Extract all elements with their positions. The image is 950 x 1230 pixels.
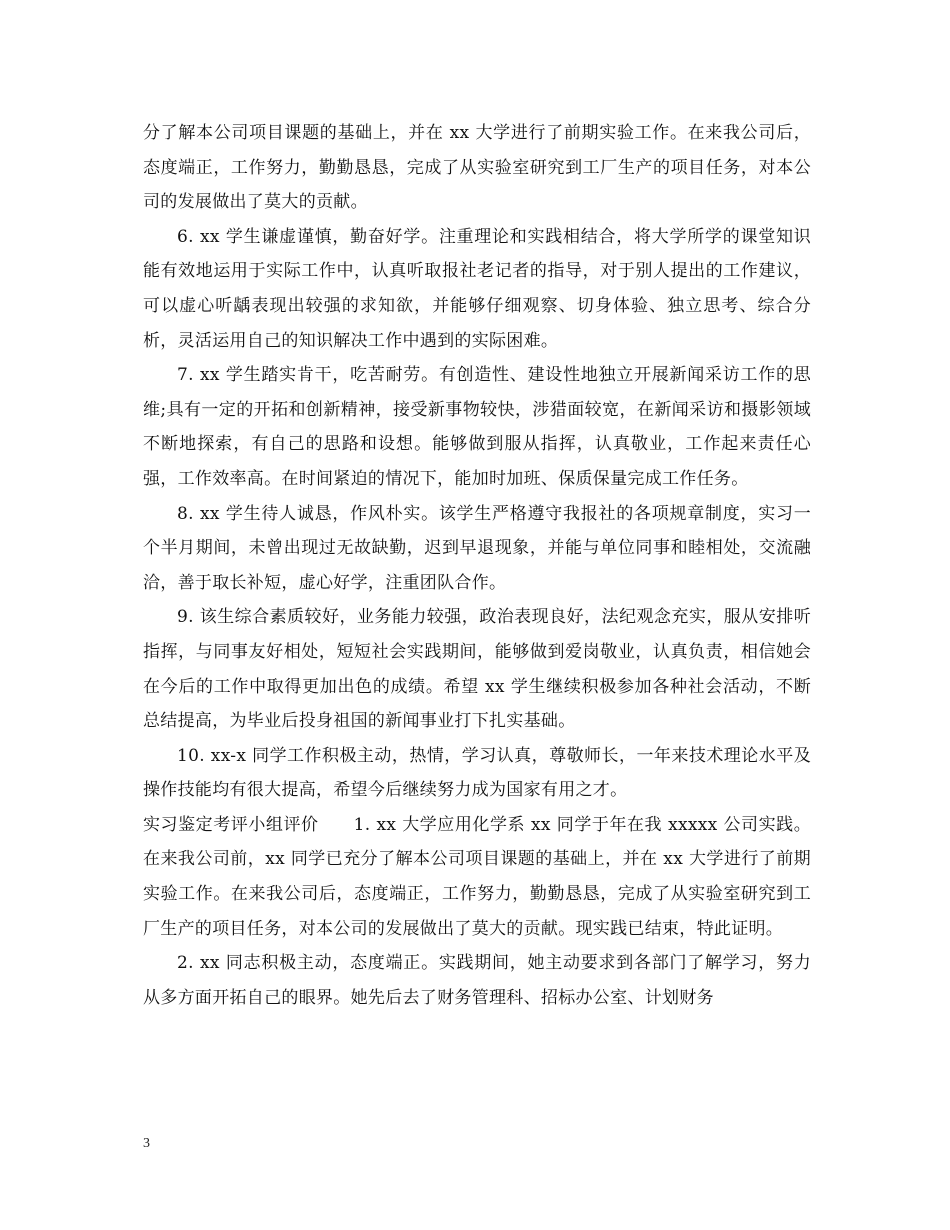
paragraph-continuation: 分了解本公司项目课题的基础上，并在 xx 大学进行了前期实验工作。在来我公司后，态度端正，工作努力，勤勤恳恳，完成了从实验室研究到工厂生产的项目任务，对本公司的发展做出了莫大的贡献。 — [143, 123, 811, 213]
page-number: 3 — [143, 1136, 150, 1151]
paragraph-item-10: 10. xx-x 同学工作积极主动，热情，学习认真，尊敬师长，一年来技术理论水平及操作技能均有很大提高，希望今后继续努力成为国家有用之才。 — [143, 745, 811, 801]
paragraph-item-8: 8. xx 学生待人诚恳，作风朴实。该学生严格遵守我报社的各项规章制度，实习一个半月期间，未曾出现过无故缺勤，迟到早退现象，并能与单位同事和睦相处，交流融洽，善于取长补短，虚心好学，注重团队合作。 — [143, 503, 811, 593]
document-body — [143, 116, 811, 1015]
paragraph-item-7: 7. xx 学生踏实肯干，吃苦耐劳。有创造性、建设性地独立开展新闻采访工作的思维;具有一定的开拓和创新精神，接受新事物较快，涉猎面较宽，在新闻采访和摄影领域不断地探索，有自己的思路和设想。能够做到服从指挥，认真敬业，工作起来责任心强，工作效率高。在时间紧迫的情况下，能加时加班、保质保量完成工作任务。 — [143, 365, 811, 489]
paragraph-item-2: 2. xx 同志积极主动，态度端正。实践期间，她主动要求到各部门了解学习，努力从多方面开拓自己的眼界。她先后去了财务管理科、招标办公室、计划财务 — [143, 953, 811, 1008]
paragraph-item-6: 6. xx 学生谦虚谨慎，勤奋好学。注重理论和实践相结合，将大学所学的课堂知识能有效地运用于实际工作中，认真听取报社老记者的指导，对于别人提出的工作建议，可以虚心听龋表现出较强的求知欲，并能够仔细观察、切身体验、独立思考、综合分析，灵活运用自己的知识解决工作中遇到的实际困难。 — [143, 226, 811, 351]
paragraph-item-9: 9. 该生综合素质较好，业务能力较强，政治表现良好，法纪观念充实，服从安排听指挥，与同事友好相处，短短社会实践期间，能够做到爱岗敬业，认真负责，相信她会在今后的工作中取得更加出色的成绩。希望 xx 学生继续积极参加各种社会活动，不断总结提高，为毕业后投身祖国的新闻事业打下扎实基础。 — [143, 607, 811, 732]
paragraph-evaluation-section: 实习鉴定考评小组评价 1. xx 大学应用化学系 xx 同学于年在我 xxxxx 公司实践。在来我公司前，xx 同学已充分了解本公司项目课题的基础上，并在 xx 大学进行了前期实验工作。在来我公司后，态度端正，工作努力，勤勤恳恳，完成了从实验室研究到工厂生产的项目任务，对本公司的发展做出了莫大的贡献。现实践已结束，特此证明。 — [143, 814, 811, 939]
